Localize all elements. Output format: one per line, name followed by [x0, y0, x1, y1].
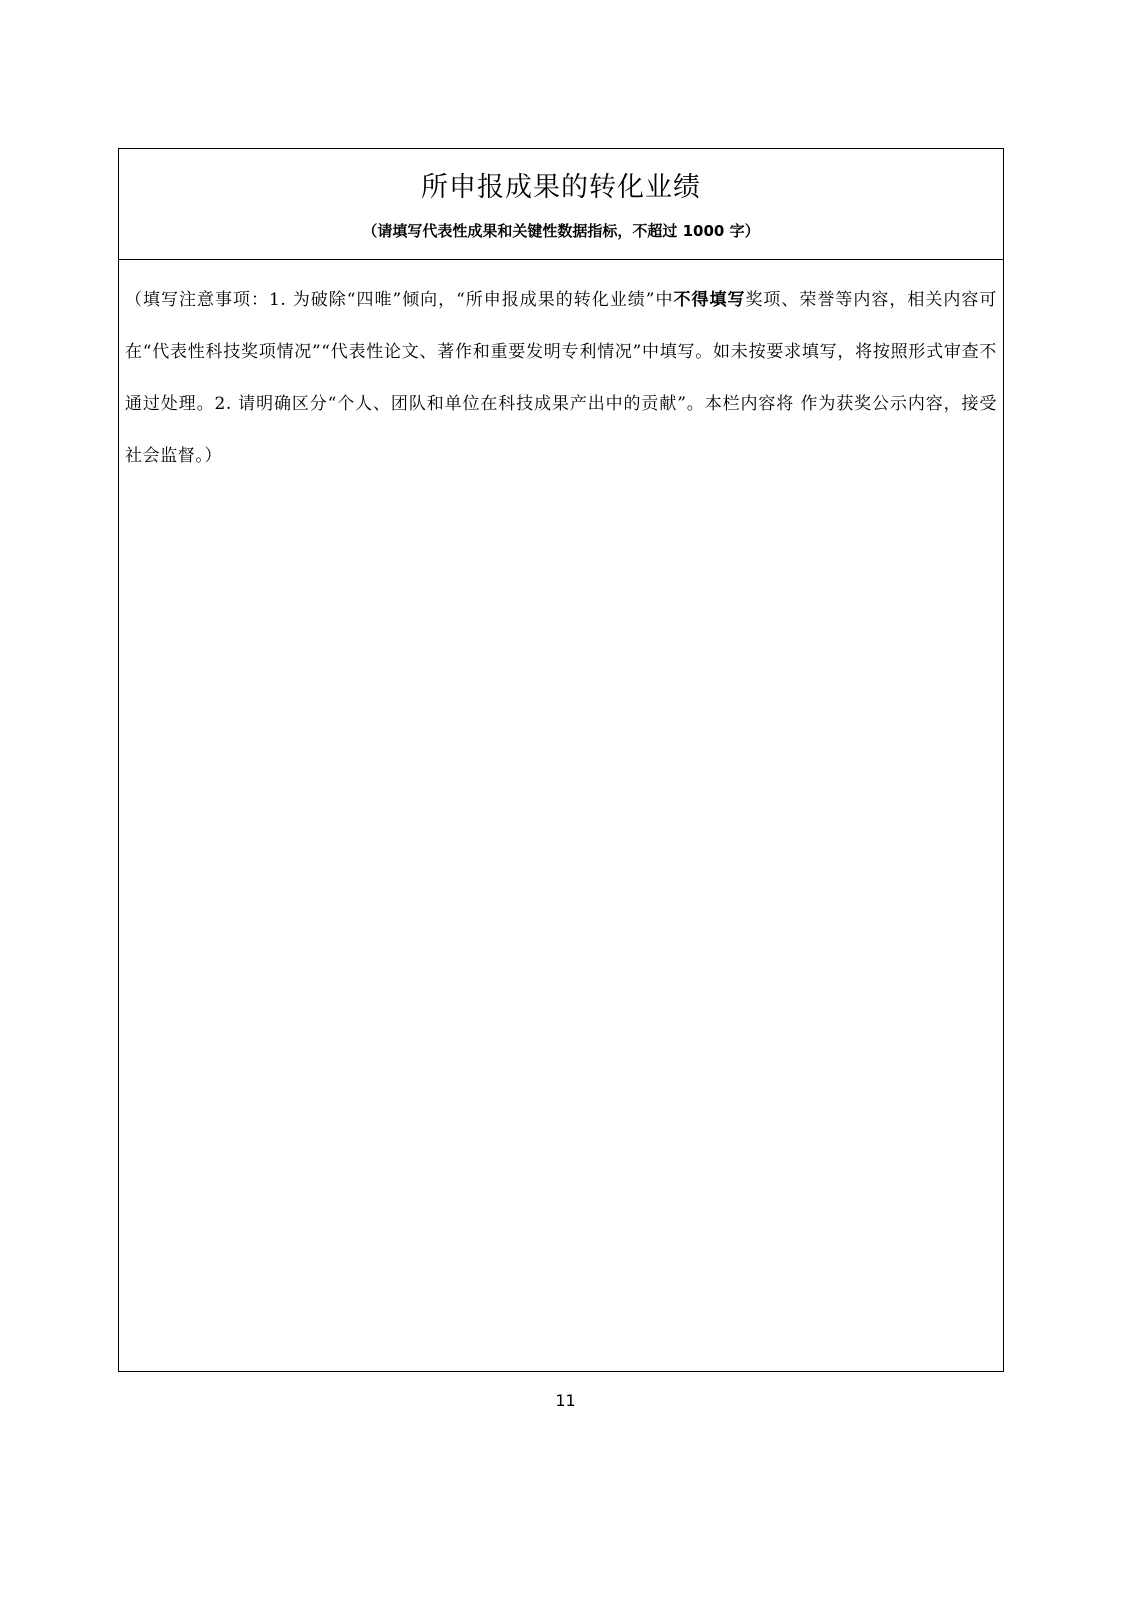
section-subtitle: （请填写代表性成果和关键性数据指标，不超过 1000 字） [362, 222, 760, 240]
section-title: 所申报成果的转化业绩 [421, 172, 701, 203]
notes-text-part2: 奖项、荣誉等内容，相关内容可在“代表性科技奖项情况”“代表性论文、著作和重要发明专利情况”中填写。如未按要求填写，将按照形式审查不通过处理。2. 请明确区分“个人、团队和单位在科技成果产出中的贡献”。本栏内容将 作为获奖公示内容，接受社会监督。） [125, 290, 997, 466]
notes-text-part1: （填写注意事项：1. 为破除“四唯”倾向，“所申报成果的转化业绩”中 [125, 290, 674, 310]
filling-notes [119, 260, 1003, 482]
page-number: 11 [555, 1391, 576, 1410]
form-body-cell[interactable] [119, 260, 1003, 1370]
achievement-form-table [118, 148, 1004, 1372]
form-header-cell [119, 149, 1003, 260]
notes-emphasis: 不得填写 [673, 290, 746, 310]
